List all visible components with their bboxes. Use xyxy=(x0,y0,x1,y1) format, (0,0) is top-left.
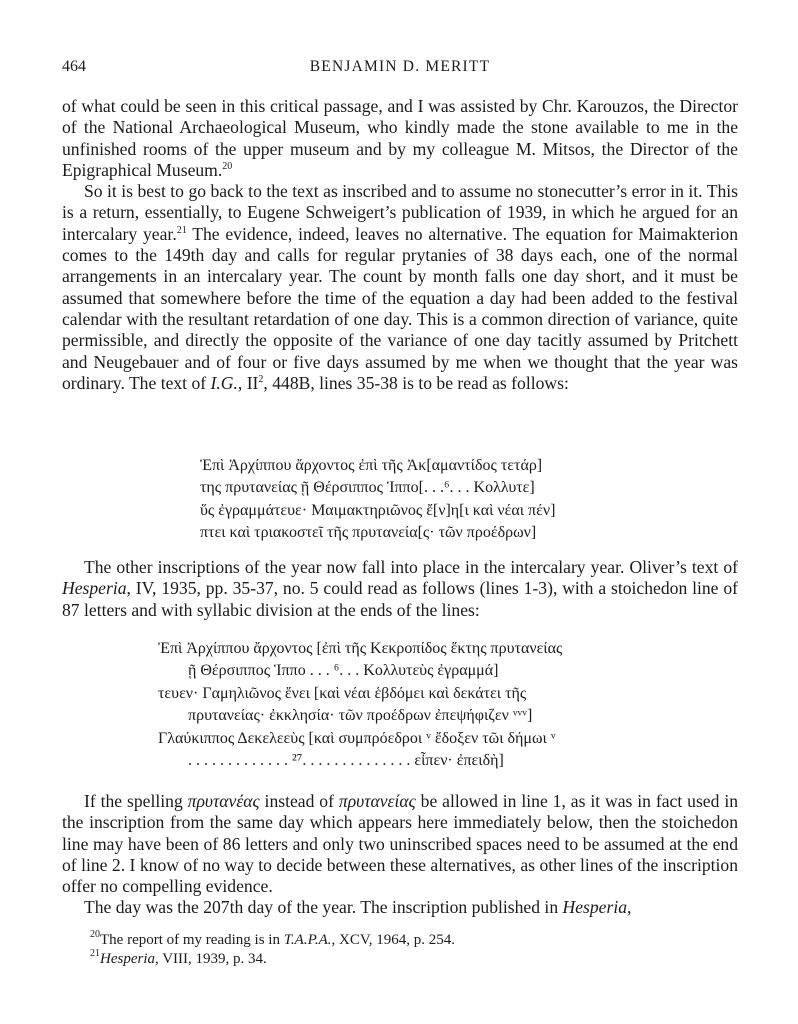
running-head: BENJAMIN D. MERITT xyxy=(309,58,491,75)
inscription-line: πτει καὶ τριακοστεῖ τῆς πρυτανεία[ς· τῶν προέδρων] xyxy=(200,524,537,542)
page-number: 464 xyxy=(62,58,86,75)
body-text-top xyxy=(62,96,738,394)
inscription-line: . . . . . . . . . . . . . ²⁷. . . . . . . . . . . . . . εἶπεν· ἐπειδὴ] xyxy=(188,752,504,770)
footnote-ref-21: 21 xyxy=(176,224,187,236)
footnote-ref-20: 20 xyxy=(222,160,233,172)
inscription-line: ῇ Θέρσιππος Ἱππο . . . ⁶. . . Κολλυτεὺς ἐγραμμά] xyxy=(188,662,499,680)
paragraph-2: So it is best to go back to the text as inscribed and to assume no stonecutter’s error in it. This is a return, essentially, to Eugene Schweigert’s publication of 1939, in which he argued for an intercalary year.$^{21}$ The evidence, indeed, leaves no alternative. The equation for Maimakterion comes to the 149th day and calls for regular prytanies of 38 days each, one of the normal arrangements in an intercalary year. The count by month falls one day short, and it must be assumed that somewhere before the time of the equation a day had been added to the festival calendar with the resultant retardation of one day. This is a common direction of variance, quite permissible, and directly the opposite of the variance of one day tacitly assumed by Pritchett and Neugebauer and of four or five days assumed by me when we thought that the year was ordinary. The text of I.G., $II^2$, 448B, lines 35-38 is to be read as follows: xyxy=(62,181,738,393)
inscription-line: τευεν· Γαμηλιῶνος ἕνει [καὶ νέαι ἑβδόμει καὶ δεκάτει τῆς xyxy=(158,684,527,702)
inscription-line: της πρυτανείας ῇ Θέρσιππος Ἱππο[. . .⁶. . . Κολλυτε] xyxy=(200,479,535,497)
inscription-line: Ἐπὶ Ἀρχίππου ἄρχοντος ἐπὶ τῆς Ἀκ[αμαντίδος τετάρ] xyxy=(200,457,543,474)
footnote-20: $^{20}$The report of my reading is in T.A.P.A., XCV, 1964, p. 254. xyxy=(90,929,455,948)
page-header xyxy=(62,58,738,80)
inscription-line: Ἐπὶ Ἀρχίππου ἄρχοντος [ἐπὶ τῆς Κεκροπίδος ἕκτης πρυτανείας xyxy=(158,640,563,657)
paragraph-3: The other inscriptions of the year now fall into place in the intercalary year. Oliver’s text of Hesperia, IV, 1935, pp. 35-37, no. 5 could read as follows (lines 1-3), with a stoichedon line of 87 letters and with syllabic division at the ends of the lines: xyxy=(62,557,738,620)
inscription-block-1 xyxy=(200,455,555,545)
paragraph-4: If the spelling πρυτανέας instead of πρυτανείας be allowed in line 1, as it was in fact used in the inscription from the same day which appears here immediately below, then the stoichedon line may have been of 86 letters and only two uninscribed spaces need to be assumed at the end of line 2. I know of no way to decide between these alternatives, as other lines of the inscription offer no compelling evidence. xyxy=(62,791,739,897)
ig-citation: I.G. xyxy=(210,372,238,393)
paragraph-5: The day was the 207th day of the year. The inscription published in Hesperia, xyxy=(84,897,632,918)
body-text-middle xyxy=(62,557,738,621)
inscription-block-2 xyxy=(158,638,562,772)
inscription-line: ὕς ἐγραμμάτευε· Μαιμακτηριῶνος ἔ[ν]η[ι καὶ νέαι πέν] xyxy=(200,501,556,519)
inscription-line: πρυτανείας· ἐκκλησία· τῶν προέδρων ἐπεψήφιζεν ᵛᵛᵛ] xyxy=(188,707,533,725)
footnote-21: $^{21}$Hesperia, VIII, 1939, p. 34. xyxy=(90,948,267,967)
body-text-bottom xyxy=(62,791,738,919)
inscription-line: Γλαύκιππος Δεκελεεὺς [καὶ συμπρόεδροι ᵛ ἔδοξεν τῶι δήμωι ᵛ xyxy=(158,729,556,747)
footnotes xyxy=(90,931,455,969)
paragraph-1: of what could be seen in this critical passage, and I was assisted by Chr. Karouzos, the Director of the National Archaeological Museum, who kindly made the stone available to me in the unfinished rooms of the upper museum and by my colleague M. Mitsos, the Director of the Epigraphical Museum.$^{20}$ xyxy=(62,96,738,180)
